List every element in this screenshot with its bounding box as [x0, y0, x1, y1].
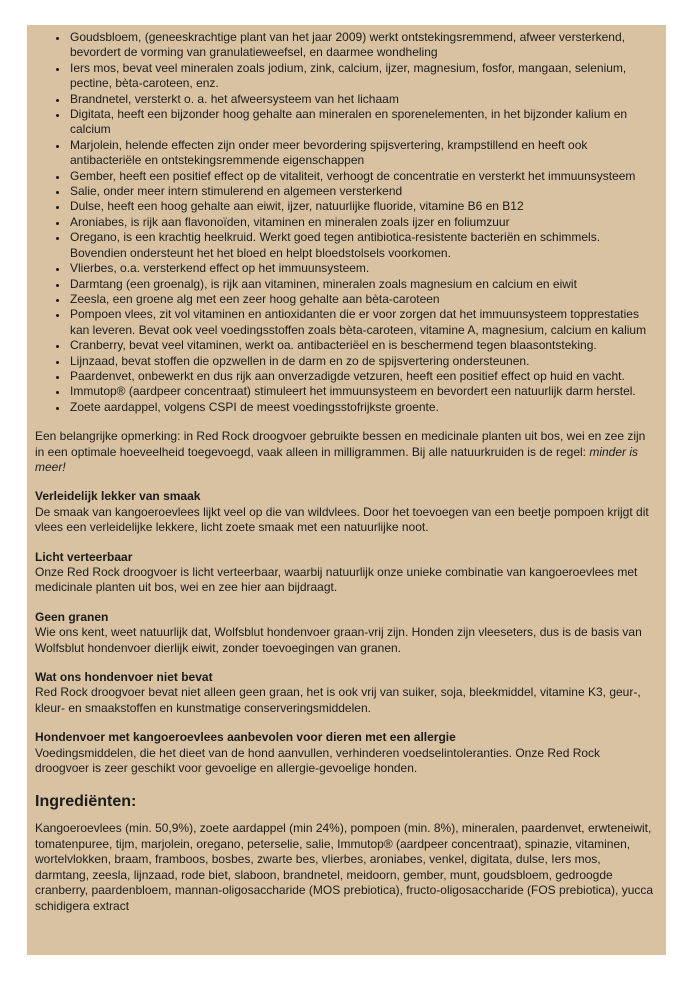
note-paragraph [35, 429, 656, 475]
ingredients-heading: Ingrediënten: [35, 793, 137, 811]
section-heading-allergy: Hondenvoer met kangoeroevlees aanbevolen voor dieren met een allergie [35, 730, 456, 745]
benefit-item-vlierbes: • Vlierbes, o.a. versterkend effect op het immuunsysteem. [68, 261, 656, 276]
benefit-item-lijnzaad: • Lijnzaad, bevat stoffen die opzwellen in de darm en zo de spijsvertering ondersteunen. [68, 354, 656, 369]
section-heading-no-grains: Geen granen [35, 609, 109, 624]
section-not-contained [35, 670, 656, 716]
benefit-item-goudsbloem: • Goudsbloem, (geneeskrachtige plant van het jaar 2009) werkt ontstekingsremmend, afweer versterkend, bevordert de vorming van granulatieweefsel, en daarmee wondheling [68, 30, 656, 61]
section-taste [35, 489, 656, 535]
section-no-grains [35, 610, 656, 656]
section-allergy [35, 730, 656, 776]
note-text: Een belangrijke opmerking: in Red Rock droogvoer gebruikte bessen en medicinale planten uit bos, wei en zee zijn in een optimale hoeveelheid toegevoegd, vaak alleen in milligrammen. Bij alle natuurkruiden is de regel: [35, 429, 646, 459]
section-heading-not-contained: Wat ons hondenvoer niet bevat [35, 670, 213, 685]
benefit-item-darmtang: • Darmtang (een groenalg), is rijk aan vitaminen, mineralen zoals magnesium en calcium en eiwit [68, 277, 656, 292]
benefit-list [35, 30, 656, 415]
section-heading-digestible: Licht verteerbaar [35, 549, 133, 564]
section-heading-taste: Verleidelijk lekker van smaak [35, 489, 201, 504]
ingredients-paragraph: Kangoeroevlees (min. 50,9%), zoete aardappel (min 24%), pompoen (min. 8%), mineralen, paardenvet, erwteneiwit, tomatenpuree, tijm, marjolein, oregano, peterselie, salie, Immutop® (aardpeer concentraat), spinazie, vitaminen, wortelvlokken, braam, framboos, bosbes, zwarte bes, vlierbes, aroniabes, venkel, digitata, dulse, Iers mos, darmtang, zeesla, lijnzaad, rode biet, slaboon, brandnetel, meidoorn, gember, munt, goudsbloem, gedroogde cranberry, paardenbloem, mannan-oligosaccharide (MOS prebiotica), fructo-oligosaccharide (FOS prebiotica), yucca schidigera extract [35, 821, 654, 913]
benefit-item-dulse: • Dulse, heeft een hoog gehalte aan eiwit, ijzer, natuurlijke fluoride, vitamine B6 en B12 [68, 199, 656, 214]
benefit-item-pompoen: • Pompoen vlees, zit vol vitaminen en antioxidanten die er voor zorgen dat het immuunsysteem topprestaties kan leveren. Bevat ook veel voedingsstoffen zoals bèta-caroteen, vitamine A, magnesium, calcium en kalium [68, 307, 656, 338]
section-body-digestible: Onze Red Rock droogvoer is licht verteerbaar, waarbij natuurlijk onze unieke combinatie van kangoeroevlees met medicinale planten uit bos, wei en zee hier aan bijdraagt. [35, 565, 638, 595]
benefit-item-paardenvet: • Paardenvet, onbewerkt en dus rijk aan onverzadigde vetzuren, heeft een positief effect op huid en vacht. [68, 369, 656, 384]
benefit-item-cranberry: • Cranberry, bevat veel vitaminen, werkt oa. antibacteriëel en is beschermend tegen blaasontsteking. [68, 338, 656, 353]
benefit-item-salie: • Salie, onder meer intern stimulerend en algemeen versterkend [68, 184, 656, 199]
benefit-item-zeesla: • Zeesla, een groene alg met een zeer hoog gehalte aan bèta-caroteen [68, 292, 656, 307]
benefit-item-iers-mos: • Iers mos, bevat veel mineralen zoals jodium, zink, calcium, ijzer, magnesium, fosfor, mangaan, selenium, pectine, bèta-caroteen, enz. [68, 61, 656, 92]
section-body-not-contained: Red Rock droogvoer bevat niet alleen geen graan, het is ook vrij van suiker, soja, bleekmiddel, vitamine K3, geur-, kleur- en smaakstoffen en kunstmatige conserveringsmiddelen. [35, 685, 641, 715]
benefit-item-oregano: • Oregano, is een krachtig heelkruid. Werkt goed tegen antibiotica-resistente bacteriën en schimmels. Bovendien ondersteunt het het bloed en helpt bloedstolsels voorkomen. [68, 230, 656, 261]
benefit-item-immutop: • Immutop® (aardpeer concentraat) stimuleert het immuunsysteem en bevordert een natuurlijk darm herstel. [68, 384, 656, 399]
benefit-item-marjolein: • Marjolein, helende effecten zijn onder meer bevordering spijsvertering, krampstillend en heeft ook antibacteriële en ontstekingsremmende eigenschappen [68, 138, 656, 169]
section-body-no-grains: Wie ons kent, weet natuurlijk dat, Wolfsblut hondenvoer graan-vrij zijn. Honden zijn vleeseters, dus is de basis van Wolfsblut hondenvoer dierlijk eiwit, zonder toevoegingen van granen. [35, 625, 642, 655]
section-body-allergy: Voedingsmiddelen, die het dieet van de hond aanvullen, verhinderen voedselintoleranties. Onze Red Rock droogvoer is zeer geschikt voor gevoelige en allergie-gevoelige honden. [35, 745, 601, 776]
benefit-item-aroniabes: • Aroniabes, is rijk aan flavonoïden, vitaminen en mineralen zoals ijzer en foliumzuur [68, 215, 656, 230]
content-panel [27, 25, 666, 955]
section-body-taste: De smaak van kangoeroevlees lijkt veel op die van wildvlees. Door het toevoegen van een beetje pompoen krijgt dit vlees een verleidelijke lekkere, licht zoete smaak met een natuurlijke noot. [35, 504, 649, 535]
benefit-item-gember: • Gember, heeft een positief effect op de vitaliteit, verhoogt de concentratie en versterkt het immuunsysteem [68, 169, 656, 184]
benefit-item-zoete-aardappel: • Zoete aardappel, volgens CSPI de meest voedingsstofrijkste groente. [68, 400, 656, 415]
benefit-item-digitata: • Digitata, heeft een bijzonder hoog gehalte aan mineralen en sporenelementen, in het bijzonder kalium en calcium [68, 107, 656, 138]
note-italic-text: minder is meer! [35, 444, 639, 474]
section-digestible [35, 550, 656, 596]
benefit-item-brandnetel: • Brandnetel, versterkt o. a. het afweersysteem van het lichaam [68, 92, 656, 107]
